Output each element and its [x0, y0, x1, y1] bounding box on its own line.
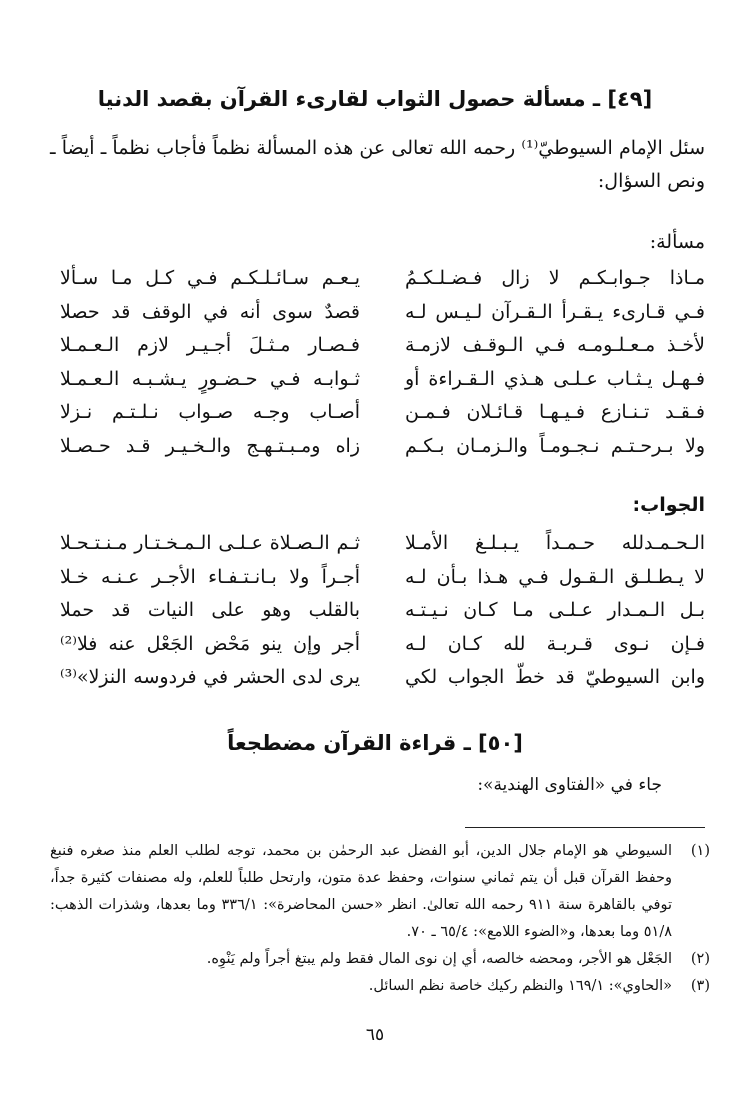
- page-number: ٦٥: [365, 1025, 385, 1045]
- verse-first-half: لا يـطـلـق الـقـول فـي هـذا بـأن لـه: [405, 565, 705, 588]
- footnote-number: (٣): [690, 978, 710, 994]
- footnote-number: (٢): [690, 951, 710, 967]
- section-heading-50: [٥٠] ـ قراءة القرآن مضطجعاً: [227, 731, 523, 755]
- verse-second-half: فـصـار مـثـلَ أجـيـر لازم الـعـمـلا: [60, 334, 360, 356]
- verse-first-half: مـاذا جـوابـكـم لا زال فـضـلـكـمُ: [405, 267, 705, 289]
- question-poem: [60, 262, 705, 463]
- fatawa-citation-line: جاء في «الفتاوى الهندية»:: [477, 775, 662, 795]
- verse-second-half: أجـراً ولا بـانـتـفـاء الأجـر عـنـه خـلا: [60, 565, 360, 588]
- verse-row: [60, 396, 705, 430]
- verse-second-half: يـعـم سـائـلـكـم فـي كـل مـا سـألا: [60, 267, 360, 289]
- verse-first-half: فـي قـارىء يـقـرأ الـقـرآن لـيـس لـه: [405, 300, 705, 323]
- verse-row: [60, 296, 705, 330]
- verse-row: [60, 628, 705, 662]
- footnote-text: «الحاوي»: ١٦٩/١ والنظم ركيك خاصة نظم السائل.: [368, 978, 672, 994]
- verse-first-half: الـحـمـدلله حـمـداً يـبـلـغ الأمـلا: [405, 532, 705, 554]
- answer-poem: [60, 527, 705, 695]
- verse-row: [60, 561, 705, 595]
- intro-paragraph: سئل الإمام السيوطيّ⁽¹⁾ رحمه الله تعالى عن هذه المسألة نظماً فأجاب نظماً ـ أيضاً ـ ونص السؤال:: [50, 137, 705, 192]
- verse-second-half: زاه ومـبـتـهـج والـخـيـر قـد حـصـلا: [60, 434, 360, 457]
- verse-first-half: فـهـل يـثـاب عـلـى هـذي الـقـراءة أو: [405, 367, 705, 390]
- verse-second-half: قصدٌ سوى أنه في الوقف قد حصلا: [60, 300, 360, 323]
- verse-second-half: بالقلب وهو على النيات قد حملا: [60, 599, 360, 621]
- question-label: مسألة:: [649, 231, 705, 253]
- verse-second-half: أجر وإن ينو مَحْض الجَعْل عنه فلا⁽²⁾: [60, 632, 360, 655]
- answer-label: الجواب:: [632, 494, 705, 516]
- verse-second-half: أصـاب وجـه صـواب نـلـتـم نـزلا: [60, 401, 360, 423]
- verse-row: [60, 430, 705, 464]
- verse-first-half: ولا بـرحـتـم نـجـومـاً والـزمـان بـكـم: [405, 434, 705, 457]
- verse-row: [60, 527, 705, 561]
- verse-first-half: وابن السيوطيّ قد خطّ الجواب لكي: [405, 666, 705, 688]
- verse-first-half: بـل الـمـدار عـلـى مـا كـان نـيـتـه: [405, 599, 705, 621]
- footnotes: [50, 838, 710, 1000]
- footnote-text: السيوطي هو الإمام جلال الدين، أبو الفضل عبد الرحمٰن بن محمد، توجه لطلب العلم منذ صغره فنبغ وحفظ القرآن قبل أن يتم ثماني سنوات، وحفظ عدة متون، وارتحل طلباً للعلم، وله مصنفات كثيرة جداً، توفي بالقاهرة سنة ٩١١ رحمه الله تعالىٰ. انظر «حسن المحاضرة»: ٣٣٦/١ وما بعدها، وشذرات الذهب: ٥١/٨ وما بعدها، و«الضوء اللامع»: ٦٥/٤ ـ ٧٠.: [50, 843, 673, 940]
- footnote-text: الجَعْل هو الأجر، ومحضه خالصه، أي إن نوى المال فقط ولم يبتغ أجراً ولم يَنْوِه.: [206, 951, 672, 967]
- verse-second-half: ثـوابـه فـي حـضـورٍ يـشـبـه الـعـمـلا: [60, 367, 360, 390]
- section-heading-49: [٤٩] ـ مسألة حصول الثواب لقارىء القرآن بقصد الدنيا: [97, 87, 653, 111]
- footnote-number: (١): [690, 843, 710, 859]
- verse-row: [60, 363, 705, 397]
- verse-row: [60, 594, 705, 628]
- verse-row: [60, 661, 705, 695]
- verse-second-half: يرى لدى الحشر في فردوسه النزلا»⁽³⁾: [60, 666, 360, 688]
- verse-second-half: ثـم الـصـلاة عـلـى الـمـخـتـار مـنـتـحـلا: [60, 532, 360, 554]
- verse-first-half: فـإن نـوى قـربـة لله كـان لـه: [405, 632, 705, 655]
- footnote: [50, 838, 710, 946]
- footnote: [50, 946, 710, 973]
- footnote-divider: [465, 827, 705, 828]
- verse-first-half: فـقـد تـنـازع فـيـهـا قـائـلان فـمـن: [405, 401, 705, 423]
- footnote: [50, 973, 710, 1000]
- verse-row: [60, 262, 705, 296]
- verse-first-half: لأخـذ مـعـلـومـه فـي الـوقـف لازمـة: [405, 334, 705, 356]
- verse-row: [60, 329, 705, 363]
